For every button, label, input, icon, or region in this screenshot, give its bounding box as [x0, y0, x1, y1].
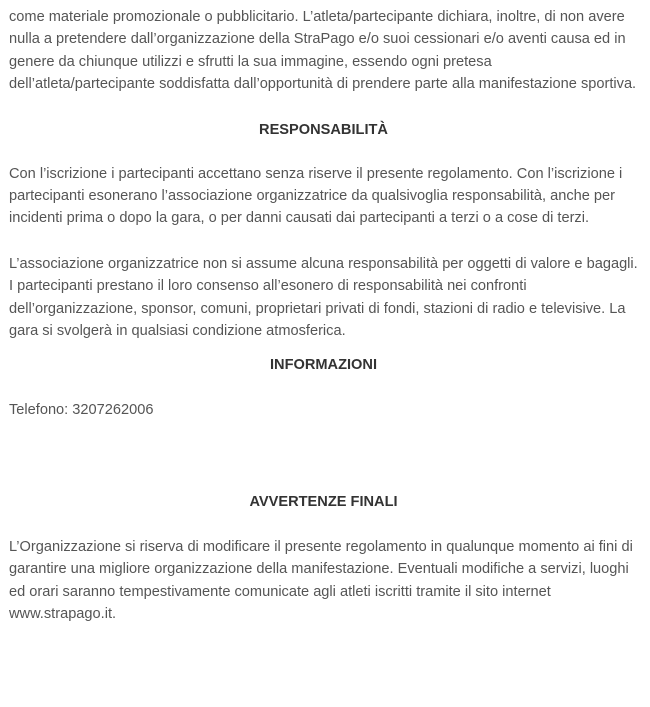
- telefono-text: Telefono: 3207262006: [9, 402, 154, 419]
- responsabilita-paragraph-2: L’associazione organizzatrice non si assume alcuna responsabilità per oggetti di valore e bagagli. I partecipanti prestano il loro consenso all’esonero di responsabilità nei confronti dell’organizzazione, sponsor, comuni, proprietari privati di fondi, stazioni di radio e televisive. La gara si svolgerà in qualsiasi condizione atmosferica.: [9, 255, 638, 340]
- avvertenze-paragraph: L’Organizzazione si riserva di modificare il presente regolamento in qualunque momento ai fini di garantire una migliore organizzazione della manifestazione. Eventuali modifiche a servizi, luoghi ed orari saranno tempestivamente comunicate agli atleti iscritti tramite il sito internet www.strapago.it.: [9, 538, 633, 623]
- responsabilita-paragraph-1: Con l’iscrizione i partecipanti accettano senza riserve il presente regolamento. Con l’iscrizione i partecipanti esonerano l’associazione organizzatrice da qualsivoglia responsabilità, anche per incidenti prima o dopo la gara, o per danni causati dai partecipanti a terzi o a cose di terzi.: [9, 165, 623, 227]
- heading-responsabilita: RESPONSABILITÀ: [259, 121, 388, 138]
- heading-informazioni: INFORMAZIONI: [269, 357, 377, 374]
- heading-avvertenze-finali: AVVERTENZE FINALI: [249, 493, 398, 510]
- intro-paragraph: come materiale promozionale o pubblicitario. L’atleta/partecipante dichiara, inoltre, di non avere nulla a pretendere dall’organizzazione della StraPago e/o suoi cessionari e/o aventi causa ed in genere da chiunque utilizzi e sfrutti la sua immagine, essendo ogni pretesa dell’atleta/partecipante soddisfatta dall’opportunità di prendere parte alla manifestazione sportiva.: [9, 9, 637, 93]
